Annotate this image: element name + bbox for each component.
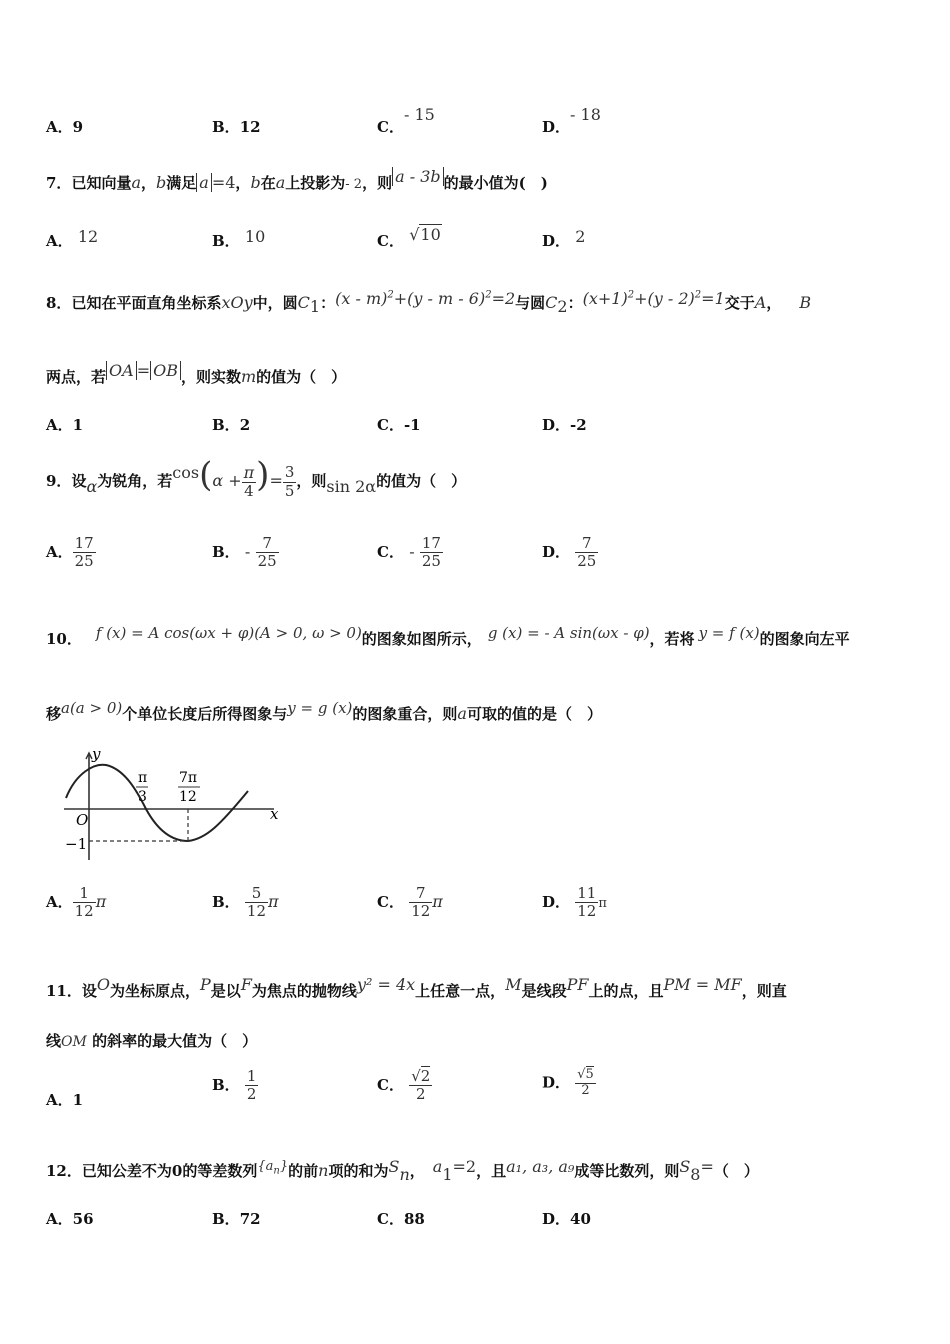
math-text: = <box>136 361 151 380</box>
math-var: S <box>388 1157 400 1176</box>
option-value: 2 <box>575 227 586 246</box>
math-var: b <box>156 173 167 192</box>
option-sign: - <box>244 541 251 561</box>
option-value: 1 <box>72 1091 84 1109</box>
q9-option-b <box>212 535 279 571</box>
q8-option-b <box>212 414 250 435</box>
question-text: （ ） <box>713 1162 759 1180</box>
math-var: M <box>505 975 522 994</box>
option-fraction <box>73 535 96 571</box>
question-text: 项的和为 <box>328 1162 389 1180</box>
math-expression: a(a > 0) <box>61 699 123 717</box>
q9-option-a <box>46 535 96 571</box>
question-text: ， <box>409 1162 425 1180</box>
denominator: 12 <box>246 902 267 921</box>
math-var: a <box>432 1157 443 1176</box>
option-value: - 18 <box>570 105 601 124</box>
option-value: 2 <box>239 416 251 434</box>
math-text: +(y - m - 6) <box>393 289 486 308</box>
math-var: O <box>96 975 111 994</box>
question-12 <box>46 1157 759 1184</box>
math-sub: n <box>273 1165 280 1177</box>
math-text: = <box>269 471 283 490</box>
q6-option-b <box>212 116 261 137</box>
option-label: D． <box>542 892 571 911</box>
denominator: 2 <box>415 1085 426 1104</box>
numerator: 7 <box>575 535 598 553</box>
math-text: =4 <box>211 173 236 192</box>
option-value: 88 <box>403 1210 425 1228</box>
question-8-line-1 <box>46 289 812 316</box>
origin-label: O <box>76 811 89 829</box>
numerator: 5 <box>245 885 268 903</box>
q10-option-b <box>212 885 279 921</box>
q12-option-b <box>212 1208 261 1229</box>
math-expression: PM = MF <box>663 975 742 994</box>
math-var: a <box>457 704 467 723</box>
q6-option-a <box>46 116 83 137</box>
option-label: B． <box>212 1075 240 1094</box>
question-number: 9． <box>46 472 72 490</box>
question-text: 设 <box>81 982 97 1000</box>
twelve-label: 12 <box>179 789 197 805</box>
math-var: B <box>799 293 812 312</box>
q10-option-d <box>542 885 607 921</box>
denominator: 12 <box>411 902 431 921</box>
option-sign: - <box>409 541 415 561</box>
option-label: C． <box>377 416 404 434</box>
denominator: 25 <box>74 552 94 571</box>
radicand: 2 <box>420 1067 431 1085</box>
question-text: ： <box>320 294 336 312</box>
q6-option-d <box>542 105 601 137</box>
cosine-graph-figure <box>48 745 288 863</box>
question-text: 为坐标原点， <box>110 982 201 1000</box>
option-label: A． <box>46 232 73 250</box>
math-sub: n <box>399 1165 410 1184</box>
q9-option-d <box>542 535 598 571</box>
numerator: 3 <box>284 463 295 482</box>
math-text: +(y - 2) <box>634 289 695 308</box>
q7-option-b <box>212 227 266 251</box>
denominator: 4 <box>244 482 254 501</box>
q11-option-c <box>377 1068 432 1104</box>
math-expression: f (x) = A cos(ωx + φ)(A > 0, ω > 0) <box>95 624 362 642</box>
question-text: 为焦点的抛物线 <box>251 982 357 1000</box>
option-label: D． <box>542 118 571 136</box>
denominator: 25 <box>257 552 277 571</box>
seven-pi-label: 7π <box>179 770 198 786</box>
option-label: D． <box>542 1073 571 1092</box>
question-text: 是以 <box>210 982 241 1000</box>
option-value: 1 <box>72 416 84 434</box>
numerator: 7 <box>256 535 279 553</box>
denominator: 12 <box>577 902 597 921</box>
question-text: 的斜率的最大值为（ ） <box>92 1032 258 1050</box>
denominator: 12 <box>74 902 94 921</box>
circle-1-equation: (x - m)$^2$+(y - m - 6)$^2$=2 <box>335 289 516 308</box>
option-label: B． <box>212 118 240 136</box>
option-value: 12 <box>77 227 99 246</box>
y-axis-label: y <box>92 745 101 763</box>
option-fraction <box>420 535 443 571</box>
question-9: 9．设α为锐角，若cos(α + $\frac{\pi}{4}$ )= $\frac{3}{5}$ ，则sin 2α的值为（ ） <box>46 455 467 501</box>
option-fraction <box>73 885 96 921</box>
math-text: =1 <box>701 289 725 308</box>
option-fraction <box>409 885 432 921</box>
sequence-braces: $\{a_n\}$ <box>257 1159 289 1177</box>
math-var: a <box>265 1159 274 1174</box>
question-text: 满足 <box>166 174 197 192</box>
option-value: 72 <box>239 1210 261 1228</box>
question-text: 的值为（ ） <box>256 368 347 386</box>
option-label: D． <box>542 1210 571 1228</box>
question-text: 设 <box>71 472 87 490</box>
math-text: =2 <box>452 1157 477 1176</box>
question-text: 的图象如图所示， <box>361 630 482 648</box>
question-text: ，且 <box>476 1162 507 1180</box>
option-fraction <box>256 535 279 571</box>
question-text: ，若将 <box>649 630 695 648</box>
option-value: 12 <box>239 118 261 136</box>
option-pi: π <box>268 891 279 911</box>
option-label: B． <box>212 232 240 250</box>
option-value: -2 <box>570 416 587 434</box>
q11-option-d <box>542 1068 596 1099</box>
sqrt-expression: √10 <box>409 225 441 244</box>
math-text: = <box>700 1157 714 1176</box>
numerator: 17 <box>421 534 441 552</box>
fraction <box>242 464 257 501</box>
question-text: 是线段 <box>521 982 567 1000</box>
option-pi: π <box>598 895 607 911</box>
option-label: B． <box>212 542 240 561</box>
option-label: B． <box>212 892 240 911</box>
question-text: ： <box>567 294 583 312</box>
option-value: 56 <box>72 1210 94 1228</box>
math-norm: a - 3b <box>392 167 444 186</box>
numerator: 17 <box>74 534 94 552</box>
math-norm: a <box>196 173 212 192</box>
option-label: B． <box>212 1210 240 1228</box>
math-var: P <box>200 975 211 994</box>
three-label: 3 <box>138 789 147 805</box>
math-norm: OA <box>106 361 137 380</box>
question-text: ，则直 <box>741 982 787 1000</box>
question-number: 11． <box>46 982 82 1000</box>
math-var: S <box>679 1157 691 1176</box>
math-text: =2 <box>491 289 516 308</box>
option-value: 9 <box>72 118 84 136</box>
q12-option-c <box>377 1208 425 1229</box>
question-text: 的值为（ ） <box>376 472 467 490</box>
question-text: 为锐角，若 <box>97 472 173 490</box>
option-label: B． <box>212 416 240 434</box>
math-var: a <box>131 173 141 192</box>
math-norm: OB <box>150 361 181 380</box>
option-fraction: $\frac{√2}{2}$ <box>411 1067 431 1104</box>
question-text: 个单位长度后所得图象与 <box>122 705 288 723</box>
q8-option-a <box>46 414 83 435</box>
numerator: 1 <box>246 1067 257 1085</box>
math-var: C <box>545 293 558 312</box>
math-text: - 2 <box>345 177 363 192</box>
question-text: ， <box>235 174 251 192</box>
q8-option-d <box>542 414 587 435</box>
option-value: 10 <box>420 225 441 244</box>
option-label: C． <box>377 232 404 250</box>
math-sub: 8 <box>690 1165 701 1184</box>
option-label: C． <box>377 542 404 561</box>
math-var: n <box>318 1161 329 1180</box>
question-text: 在 <box>260 174 276 192</box>
math-var: xOy <box>221 293 253 312</box>
question-text: 上投影为 <box>285 174 346 192</box>
radicand: 5 <box>585 1067 594 1082</box>
q12-option-a <box>46 1208 94 1229</box>
question-text: 已知在平面直角坐标系 <box>71 294 222 312</box>
math-text: sin 2α <box>326 477 377 496</box>
math-expression: y = g (x) <box>287 699 353 717</box>
question-text: 已知公差不为 <box>81 1162 172 1180</box>
option-label: A． <box>46 892 73 911</box>
math-sub: 2 <box>557 297 568 316</box>
q10-option-a <box>46 885 106 921</box>
question-text: 中，圆 <box>252 294 298 312</box>
math-var: C <box>297 293 310 312</box>
question-text: 与圆 <box>515 294 546 312</box>
question-text: 0 <box>171 1162 183 1180</box>
math-var: m <box>240 367 257 386</box>
q8-option-c <box>377 414 421 435</box>
question-text: ， <box>141 174 157 192</box>
math-var: A <box>754 293 767 312</box>
math-var: a <box>275 173 286 192</box>
q7-option-d <box>542 227 586 251</box>
q9-option-c <box>377 535 443 571</box>
math-var: PF <box>566 975 589 994</box>
question-text: 的图象重合，则 <box>352 705 458 723</box>
option-value: 40 <box>570 1210 591 1228</box>
math-sub: 1 <box>309 297 321 316</box>
math-text: (x+1) <box>582 289 628 308</box>
math-text: α + <box>212 471 242 490</box>
math-var: b <box>250 173 261 192</box>
denominator: 5 <box>284 481 295 500</box>
question-11-line-1 <box>46 975 787 1001</box>
question-text: 线 <box>46 1032 62 1050</box>
pi-label: π <box>138 770 148 786</box>
option-label: A． <box>46 542 73 561</box>
option-pi: π <box>432 891 443 911</box>
question-text: 上的点，且 <box>588 982 664 1000</box>
option-label: A． <box>46 1091 73 1109</box>
question-text: ，则 <box>296 472 327 490</box>
option-label: C． <box>377 1210 404 1228</box>
option-value: -1 <box>403 416 421 434</box>
option-label: A． <box>46 1210 73 1228</box>
option-value: - 15 <box>403 105 435 124</box>
option-label: C． <box>377 1075 404 1094</box>
option-fraction: $\frac{√5}{2}$ <box>577 1067 594 1098</box>
minus-one-label: −1 <box>65 835 88 853</box>
q11-option-b <box>212 1068 258 1104</box>
question-text: 的前 <box>288 1162 319 1180</box>
question-text: 的等差数列 <box>182 1162 258 1180</box>
option-label: A． <box>46 118 73 136</box>
math-var: OM <box>61 1034 87 1050</box>
cosine-curve <box>66 765 248 841</box>
question-number: 10． <box>46 630 82 648</box>
option-value: 10 <box>244 227 266 246</box>
q6-option-c <box>377 105 435 137</box>
math-text: (x - m) <box>335 289 388 308</box>
x-axis-label: x <box>270 805 279 823</box>
q7-option-a <box>46 227 99 251</box>
question-10-line-2 <box>46 699 602 724</box>
math-expression: g (x) = - A sin(ωx - φ) <box>487 624 650 642</box>
option-label: C． <box>377 892 404 911</box>
denominator: 25 <box>421 552 441 571</box>
question-number: 8． <box>46 294 72 312</box>
math-expression: a₁, a₃, a₉ <box>506 1157 575 1176</box>
math-var: F <box>240 975 252 994</box>
question-text: 两点，若 <box>46 368 107 386</box>
question-text: 移 <box>46 705 62 723</box>
option-pi: π <box>95 891 107 911</box>
option-label: A． <box>46 416 73 434</box>
numerator: 11 <box>577 884 597 902</box>
math-var: α <box>86 477 98 496</box>
question-text: 已知向量 <box>71 174 132 192</box>
denominator: 2 <box>246 1085 257 1104</box>
question-text: 可取的值的是（ ） <box>466 705 602 723</box>
question-text: ， <box>766 294 782 312</box>
numerator: π <box>243 462 255 482</box>
math-sub: 1 <box>442 1165 453 1184</box>
question-number: 7． <box>46 174 72 192</box>
option-label: D． <box>542 416 571 434</box>
question-text: ，则 <box>362 174 393 192</box>
option-fraction <box>575 535 598 571</box>
question-text: 交于 <box>724 294 755 312</box>
option-label: D． <box>542 542 571 561</box>
question-8-line-2 <box>46 361 347 387</box>
fraction <box>283 464 297 500</box>
math-expression: y² = 4x <box>356 975 416 994</box>
question-7 <box>46 167 548 193</box>
denominator: 2 <box>581 1082 590 1098</box>
math-expression: y = f (x) <box>698 624 760 642</box>
numerator: 1 <box>73 885 96 903</box>
option-label: D． <box>542 232 571 250</box>
question-text: 的最小值为( ) <box>443 174 548 192</box>
question-11-line-2 <box>46 1030 257 1051</box>
question-text: 成等比数列，则 <box>574 1162 680 1180</box>
q12-option-d <box>542 1208 591 1229</box>
question-text: ，则实数 <box>180 368 241 386</box>
option-fraction <box>245 1068 259 1104</box>
numerator: 7 <box>409 885 432 903</box>
q11-option-a <box>46 1089 83 1110</box>
q7-option-c <box>377 225 442 251</box>
option-fraction <box>245 885 268 921</box>
math-text: cos <box>172 463 200 482</box>
circle-2-equation: $(x+1)^2+(y - 2)^2=1$ <box>582 289 725 308</box>
question-10-line-1 <box>46 624 850 649</box>
question-text: 的图象向左平 <box>759 630 850 648</box>
question-number: 12． <box>46 1162 82 1180</box>
denominator: 25 <box>577 552 597 571</box>
question-text: 上任意一点， <box>415 982 506 1000</box>
q10-option-c <box>377 885 443 921</box>
option-label: C． <box>377 118 404 136</box>
option-fraction <box>575 885 598 921</box>
